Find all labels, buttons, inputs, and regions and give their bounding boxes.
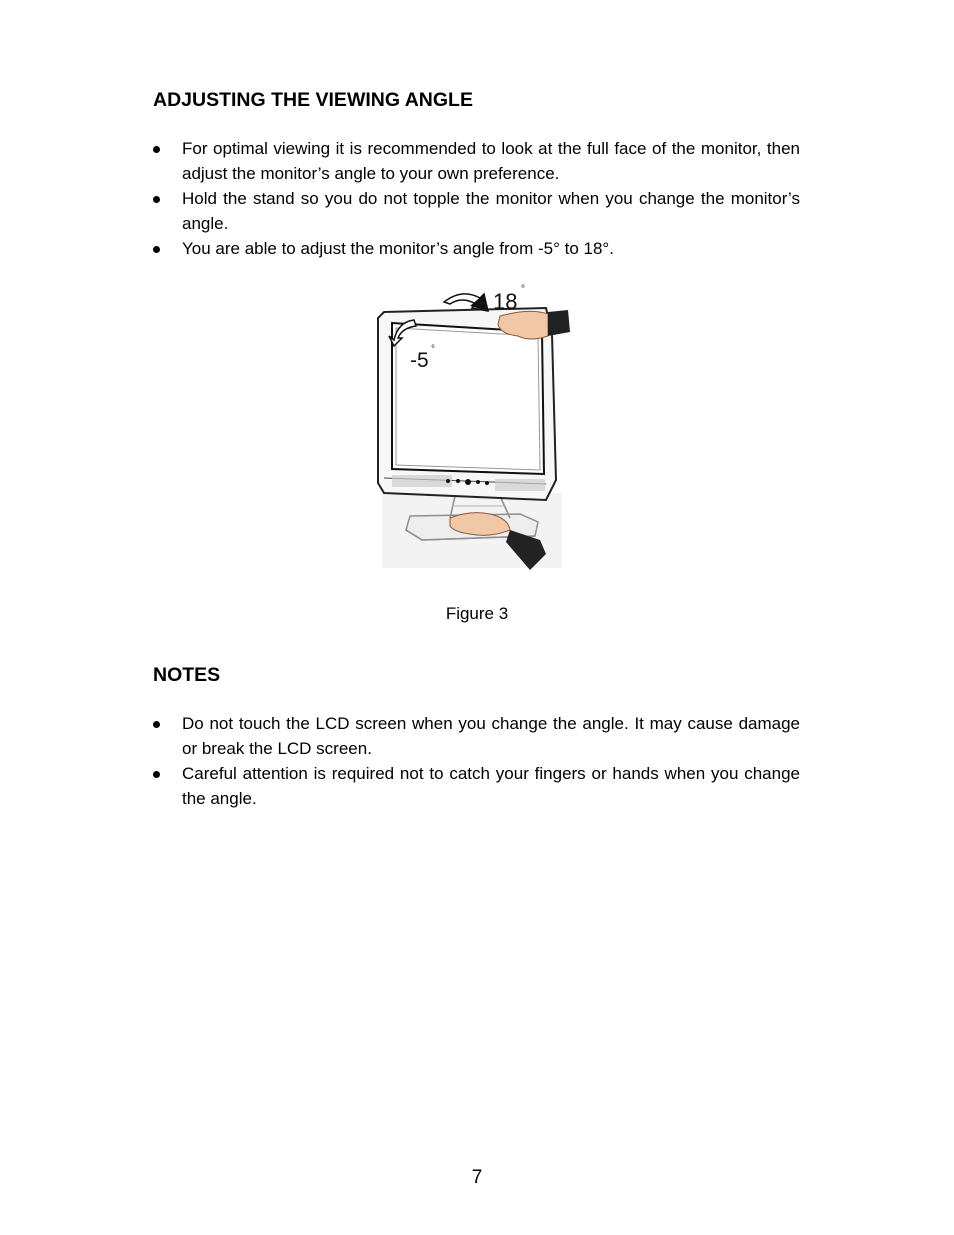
bullet-icon [153,146,160,153]
degree-mark: ° [431,344,435,355]
viewing-angle-list [153,137,800,263]
list-item [153,237,800,262]
list-item-text: Hold the stand so you do not topple the monitor when you change the monitor’s angle. [182,189,800,233]
notes-title: NOTES [153,664,221,686]
angle-label-minus5: -5 [410,349,429,372]
bullet-icon [153,721,160,728]
list-item [153,187,800,236]
bullet-icon [153,196,160,203]
list-item-text: Careful attention is required not to catch your fingers or hands when you change the angle. [182,764,800,808]
page-number: 7 [471,1167,483,1188]
list-item-text: You are able to adjust the monitor’s angle from -5° to 18°. [182,239,614,258]
list-item [153,712,800,761]
list-item-text: For optimal viewing it is recommended to look at the full face of the monitor, then adjust the monitor’s angle to your own preference. [182,139,800,183]
bullet-icon [153,246,160,253]
angle-label-18: 18 [493,289,518,314]
figure-caption: Figure 3 [445,604,509,623]
notes-list [153,712,800,812]
monitor-illustration [370,278,580,578]
list-item-text: Do not touch the LCD screen when you change the angle. It may cause damage or break the LCD screen. [182,714,800,758]
list-item [153,137,800,186]
monitor-angle-figure [370,278,580,578]
degree-mark: ° [521,284,525,295]
list-item [153,762,800,811]
section-title: ADJUSTING THE VIEWING ANGLE [153,89,473,111]
bullet-icon [153,771,160,778]
